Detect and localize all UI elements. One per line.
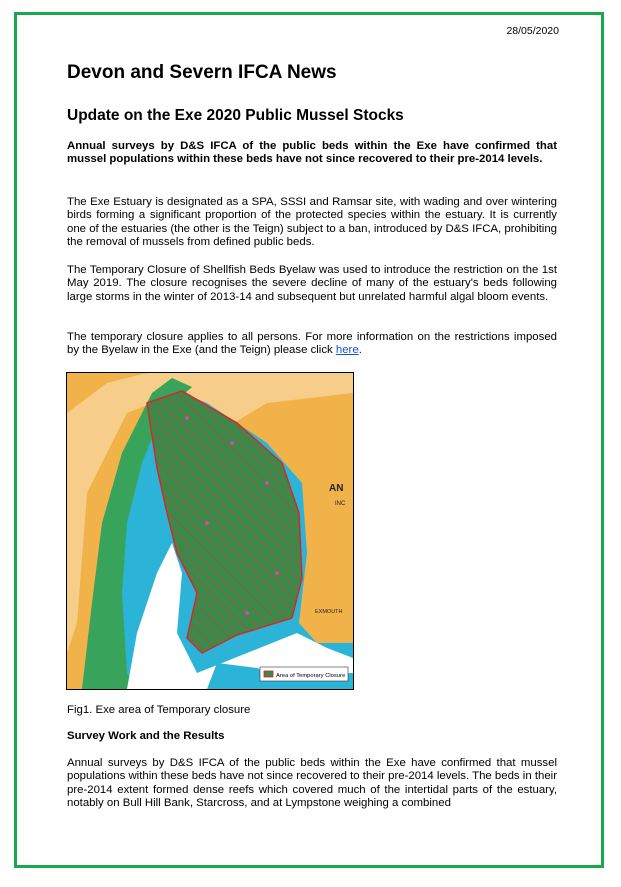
map-graphic (67, 373, 353, 689)
paragraph-byelaw: The Temporary Closure of Shellfish Beds Byelaw was used to introduce the restriction on the 1st May 2019. The closure recognises the severe decline of many of the estuary's beds following large storms in the winter of 2013-14 and subsequent but unrelated harmful algal bloom events. (67, 264, 557, 303)
paragraph-designation: The Exe Estuary is designated as a SPA, SSSI and Ramsar site, with wading and over wintering birds forming a significant proportion of the protected species within the estuary. It is currently one of the estuaries (the other is the Teign) subject to a ban, introduced by D&S IFCA, prohibiting the removal of mussels from defined public beds. (67, 196, 557, 248)
closure-map (66, 372, 354, 690)
article-title: Update on the Exe 2020 Public Mussel Stocks (67, 107, 404, 124)
figure-caption: Fig1. Exe area of Temporary closure (67, 704, 251, 716)
intro-paragraph: Annual surveys by D&S IFCA of the public beds within the Exe have confirmed that mussel populations within these beds have not since recovered to their pre-2014 levels. (67, 140, 557, 166)
map-label-an: AN (329, 483, 344, 494)
document-date: 28/05/2020 (506, 25, 559, 37)
map-legend (260, 667, 348, 681)
legend-label: Area of Temporary Closure (276, 673, 346, 679)
map-label-exmouth: EXMOUTH (315, 609, 343, 615)
paragraph-more-info (67, 331, 557, 358)
more-info-end: . (358, 344, 362, 357)
section-heading: Survey Work and the Results (67, 730, 225, 742)
newsletter-title: Devon and Severn IFCA News (67, 62, 337, 83)
paragraph-survey: Annual surveys by D&S IFCA of the public beds within the Exe have confirmed that mussel populations within these beds have not since recovered to their pre-2014 levels. The beds in their pre-2014 extent formed dense reefs which covered much of the intertidal parts of the estuary, notably on Bull Hill Bank, Starcross, and at Lympstone weighing a combined (67, 757, 557, 809)
here-link[interactable]: here (335, 344, 359, 357)
map-label-inc: INC (335, 501, 346, 507)
more-info-text: The temporary closure applies to all persons. For more information on the restrictions imposed by the Byelaw in the Exe (and the Teign) please click (67, 331, 557, 357)
